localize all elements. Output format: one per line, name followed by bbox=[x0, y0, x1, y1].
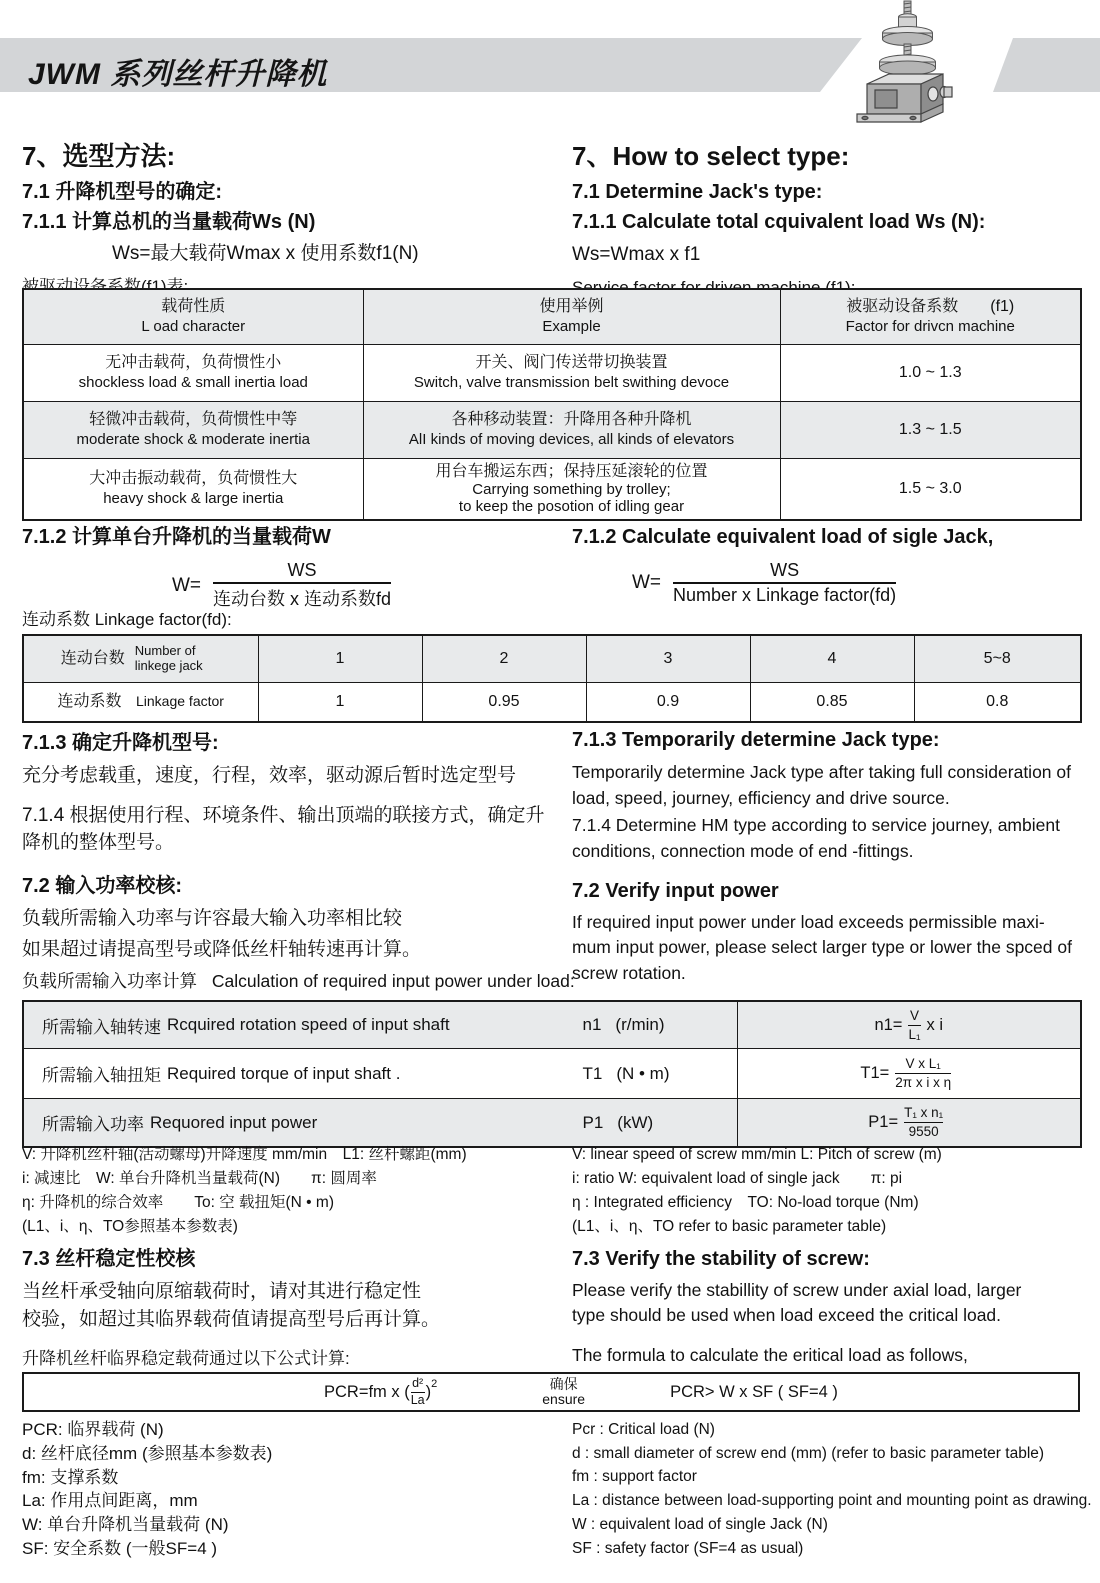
section71-heading-en: 7.1 Determine Jack's type: bbox=[572, 180, 823, 203]
linkage-factor-cell: 1 bbox=[258, 683, 422, 723]
f1-header-factor: 被驱动设备系数 (f1) Factor for drivcn machine bbox=[780, 289, 1081, 345]
f1-header-example: 使用举例 Example bbox=[363, 289, 780, 345]
power-table bbox=[22, 1000, 1082, 1148]
sec712-heading-en: 7.1.2 Calculate equivalent load of sigle Jack, bbox=[572, 526, 994, 548]
sec73-right bbox=[572, 1246, 1082, 1367]
ensure-label: 确保 ensure bbox=[542, 1375, 586, 1407]
linkage-factor-cell: 0.8 bbox=[914, 683, 1081, 723]
power-label-cell: 所需输入轴扭矩 Required torque of input shaft . T1 (N • m) bbox=[23, 1049, 737, 1099]
sec712-right bbox=[572, 524, 1082, 606]
example-cell: 各种移动装置：升降用各种升降机 AlI kinds of moving devices, all kinds of elevators bbox=[363, 402, 780, 459]
section711-heading-zh: 7.1.1 计算总机的当量载荷Ws (N) bbox=[22, 210, 316, 233]
sec713-p1-en: Temporarily determine Jack type after taking full consideration of load, speed, journey, efficiency and drive source. bbox=[572, 762, 1071, 809]
pcr-condition: PCR> W x SF ( SF=4 ) bbox=[670, 1382, 838, 1401]
section7-heading-en: 7、How to select type: bbox=[572, 141, 850, 171]
power-row-t1 bbox=[23, 1049, 1081, 1099]
linkage-header-cell: 连动台数 Number of linkege jack bbox=[23, 635, 258, 683]
fraction: $\frac{\text{V x L₁}}{\text{2π x i x η}}$ bbox=[895, 1056, 952, 1090]
pcr-notes-en: Pcr : Critical load (N) d : small diameter of screw end (mm) (refer to basic parameter table) fm : support factor La : distance between load-supporting point and mounting point as drawing. W : equivalent load of single Jack (N) SF : safety factor (SF=4 as usual) bbox=[572, 1421, 1092, 1557]
exponent: 2 bbox=[431, 1378, 438, 1390]
linkage-table bbox=[22, 634, 1082, 723]
linkage-factor-row bbox=[23, 683, 1081, 723]
sec713-right bbox=[572, 727, 1082, 986]
power-row-p1 bbox=[23, 1099, 1081, 1148]
sec713-p2-en: 7.1.4 Determine HM type according to service journey, ambient conditions, connection mode of end -fittings. bbox=[572, 814, 1060, 861]
f1-table-label-zh: 被驱动设备系数(f1)表: bbox=[22, 277, 189, 297]
sec73-p2-zh: 校验，如超过其临界载荷值请提高型号后再计算。 bbox=[22, 1308, 441, 1330]
sec73-p1-en: Please verify the stabillity of screw under axial load, larger bbox=[572, 1280, 1022, 1300]
power-label-cell: 所需输入轴转速 Rcquired rotation speed of input shaft n1 (r/min) bbox=[23, 1001, 737, 1049]
example-cell: 开关、阀门传送带切换装置 Switch, valve transmission belt swithing devoce bbox=[363, 345, 780, 402]
fraction-bar bbox=[904, 1122, 943, 1123]
load-cell: 无冲击载荷，负荷惯性小 shockless load & small inertia load bbox=[23, 345, 363, 402]
linkage-label: 连动系数 Linkage factor(fd): bbox=[22, 610, 232, 629]
fraction: $\frac{WS}{\text{Number x Linkage factor(fd)}}$ bbox=[673, 560, 897, 605]
sec712-left bbox=[22, 524, 554, 611]
power-row-n1 bbox=[23, 1001, 1081, 1049]
sec713-heading-en: 7.1.3 Temporarily determine Jack type: bbox=[572, 729, 940, 751]
formula-lead: W= bbox=[632, 572, 662, 593]
load-cell: 轻微冲击载荷，负荷惯性中等 moderate shock & moderate inertia bbox=[23, 402, 363, 459]
sec73-p2-en: type should be used when load exceed the critical load. bbox=[572, 1305, 1002, 1326]
power-notes-zh: V: 升降机丝杆轴(活动螺母)升降速度 mm/min L1: 丝杆螺距(mm) i: 减速比 W: 单台升降机当量载荷(N) π: 圆周率 η: 升降机的综合效率 To: 空 载扭矩(N • m) (L1、i、η、TO参照基本参数表) bbox=[22, 1146, 467, 1236]
section711-heading-en: 7.1.1 Calculate total cquivalent load Ws (N): bbox=[572, 210, 986, 233]
intro-left bbox=[22, 140, 554, 299]
load-cell: 大冲击振动载荷，负荷惯性大 heavy shock & large inertia bbox=[23, 459, 363, 521]
sec713-heading-zh: 7.1.3 确定升降机型号: bbox=[22, 732, 219, 754]
sec72-heading-zh: 7.2 输入功率校核: bbox=[22, 874, 183, 897]
power-calc-label: 负载所需输入功率计算 Calculation of required input power under load: bbox=[22, 971, 575, 991]
linkage-factor-label-cell: 连动系数 Linkage factor bbox=[23, 683, 258, 723]
power-formula-cell: P1= $\frac{\text{T₁ x n₁}}{9550}$ bbox=[737, 1099, 1081, 1148]
pcr-formula: PCR=fm x ( $\frac{\text{d²}}{La}$ ) 2 bbox=[324, 1375, 438, 1407]
intro-right bbox=[572, 140, 1082, 300]
fraction-bar bbox=[908, 1025, 920, 1026]
formula-lead: W= bbox=[172, 574, 202, 596]
factor-cell: 1.5 ~ 3.0 bbox=[780, 459, 1081, 521]
factor-cell: 1.3 ~ 1.5 bbox=[780, 402, 1081, 459]
f1-table-header-row bbox=[23, 289, 1081, 345]
sec72-p1-en: If required input power under load exceeds permissible maxi-mum input power, please select larger type or lower the spced of screw rotation. bbox=[572, 912, 1072, 983]
sec73-p1-zh: 当丝杆承受轴向原缩载荷时，请对其进行稳定性 bbox=[22, 1281, 422, 1302]
power-formula-cell: T1= $\frac{\text{V x L₁}}{\text{2π x i x η}}$ bbox=[737, 1049, 1081, 1099]
fraction-bar bbox=[673, 582, 896, 584]
f1-table-row bbox=[23, 459, 1081, 521]
pcr-notes-zh: PCR: 临界载荷 (N) d: 丝杆底径mm (参照基本参数表) fm: 支撑系数 La: 作用点间距离，mm W: 单台升降机当量载荷 (N) SF: 安全系数 (一般SF=4 ) bbox=[22, 1420, 273, 1558]
section7-heading-zh: 7、选型方法: bbox=[22, 141, 176, 171]
power-notes-en: V: linear speed of screw mm/min L: Pitch of screw (m) i: ratio W: equivalent load of single jack π: pi η : Integrated efficiency TO: No-load torque (Nm) (L1、i、η、TO refer to basic parameter table) bbox=[572, 1146, 942, 1236]
f1-table-row bbox=[23, 402, 1081, 459]
fraction: $\frac{WS}{\text{连动台数 x 连动系数fd}}$ bbox=[213, 560, 392, 609]
w-formula-en bbox=[632, 560, 1082, 606]
fraction-bar bbox=[895, 1073, 951, 1074]
linkage-count-cell: 5~8 bbox=[914, 635, 1081, 683]
sec713-p1-zh: 充分考虑载重，速度，行程，效率，驱动源后暂时选定型号 bbox=[22, 765, 517, 786]
linkage-count-cell: 4 bbox=[750, 635, 914, 683]
linkage-count-cell: 2 bbox=[422, 635, 586, 683]
sec73-heading-zh: 7.3 丝杆稳定性校核 bbox=[22, 1248, 196, 1270]
power-label-cell: 所需输入功率 Requored input power P1 (kW) bbox=[23, 1099, 737, 1148]
ws-formula-zh: Ws=最大载荷Wmax x 使用系数f1(N) bbox=[112, 242, 419, 264]
example-cell: 用台车搬运东西；保持压延滚轮的位置 Carrying something by trolley; to keep the posotion of idling gear bbox=[363, 459, 780, 521]
w-formula-zh bbox=[172, 560, 554, 611]
sec72-heading-en: 7.2 Verify input power bbox=[572, 880, 779, 902]
sec73-heading-en: 7.3 Verify the stability of screw: bbox=[572, 1248, 870, 1270]
screw-jack-icon bbox=[845, 0, 970, 132]
section71-heading-zh: 7.1 升降机型号的确定: bbox=[22, 180, 223, 203]
fraction: $\frac{V}{\text{L₁}}$ bbox=[908, 1007, 921, 1042]
fraction: $\frac{\text{d²}}{La}$ bbox=[410, 1375, 425, 1407]
sec713-left bbox=[22, 730, 554, 964]
linkage-factor-cell: 0.95 bbox=[422, 683, 586, 723]
linkage-count-cell: 1 bbox=[258, 635, 422, 683]
sec72-p1-zh: 负载所需输入功率与许容最大输入功率相比较 bbox=[22, 907, 403, 929]
header-band-stripe bbox=[993, 38, 1100, 92]
linkage-factor-cell: 0.85 bbox=[750, 683, 914, 723]
sec713-p2-zh: 7.1.4 根据使用行程、环境条件、输出顶端的联接方式，确定升降机的整体型号。 bbox=[22, 804, 545, 854]
factor-cell: 1.0 ~ 1.3 bbox=[780, 345, 1081, 402]
page-title: JWM 系列丝杆升降机 bbox=[28, 58, 328, 91]
f1-table-label-en: Service factor for driven machine (f1): bbox=[572, 278, 856, 298]
sec72-p2-zh: 如果超过请提高型号或降低丝杆轴转速再计算。 bbox=[22, 939, 422, 961]
sec73-left bbox=[22, 1246, 554, 1371]
power-formula-cell: n1= $\frac{V}{\text{L₁}}$ x i bbox=[737, 1001, 1081, 1049]
f1-table-row bbox=[23, 345, 1081, 402]
sec73-formula-label-zh: 升降机丝杆临界稳定载荷通过以下公式计算: bbox=[22, 1349, 350, 1369]
fraction: $\frac{\text{T₁ x n₁}}{9550}$ bbox=[904, 1105, 944, 1139]
fraction-bar bbox=[213, 582, 391, 584]
linkage-header-row bbox=[23, 635, 1081, 683]
f1-table bbox=[22, 288, 1082, 521]
sec712-heading-zh: 7.1.2 计算单台升降机的当量载荷W bbox=[22, 526, 331, 548]
linkage-factor-cell: 0.9 bbox=[586, 683, 750, 723]
pcr-formula-box bbox=[22, 1372, 1080, 1412]
sec73-formula-label-en: The formula to calculate the eritical load as follows, bbox=[572, 1344, 968, 1365]
linkage-count-cell: 3 bbox=[586, 635, 750, 683]
f1-header-load: 载荷性质 L oad character bbox=[23, 289, 363, 345]
ws-formula-en: Ws=Wmax x f1 bbox=[572, 243, 701, 265]
